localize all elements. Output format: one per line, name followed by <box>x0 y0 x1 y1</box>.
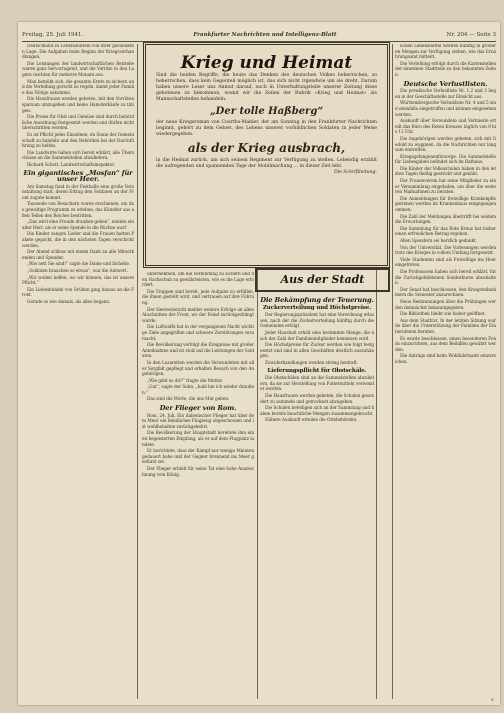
box-middle-text: der neue Kriegsroman von Courths-Mahler, der am Sonntag in den Frankfurter Nachrichten beginnt, gehört zu dem Gebiet, des Lebens unserer vorbildlichen Soldaten in jeder Weise wiedergegeben. <box>156 120 377 137</box>
verlust-title: Deutsche Verlustlisten. <box>403 79 488 88</box>
page-corner-mark: K <box>491 697 494 702</box>
newspaper-page <box>18 22 500 705</box>
column-divider <box>392 44 393 699</box>
column-divider <box>137 44 138 699</box>
box-title: Krieg und Heimat <box>180 53 353 73</box>
box-intro: Sind die beiden Begriffe, die heute das Denken des deutschen Volkes beherrschen, so beherrschen, dass kein Gegenteil möglich ist, das sich nicht irgendwie um sie dreht. Darum haben unsere Leser uns Anmut darauf, auch in Unterhaltungsteile unserer Zeitung diese gebotenen zu bekommen, womit wir die Zeilen der Rubrik «Krieg und Heimat» als Mannschaftsteilen behandeln. <box>156 73 377 102</box>
flieger-title: Der Flieger von Rom. <box>159 404 237 413</box>
box-subtitle-novel: „Der tolle Haßberg“ <box>209 106 324 117</box>
middle-right-column: Die Bekämpfung der Teuerung. Zuckerverteilung und Höchstpreise. Der Regierungspräsident hat eine Verordnung erlassen, nach der die Zuckerverteilung künftig durch die Gemeinden erfolgt. Jeder Haushalt erhält eine bestimmte Menge, die nach der Zahl der Familienmitglieder bemessen wird. Die Höchstpreise für Zucker werden wie folgt festgesetzt und sind in allen Geschäften deutlich auszuhängen. Zuwiderhandlungen werden streng bestraft. Lieferungspflicht für Obstschäle. Die Obstschälen sind an die Sammelstellen abzuliefern, da sie zur Herstellung von Futtermitteln verwendet werden. Die Hausfrauen werden gebeten, die Schalen gesondert zu sammeln und getrocknet abzugeben. Die Schulen beteiligen sich an der Sammlung und haben bereits beachtliche Mengen zusammengebracht. Nähere Auskunft erteilen die Ortsbehörden. <box>260 296 374 424</box>
mosfan-title: Ein gigantisches „Mosfan“ für unser Heer. <box>23 169 133 184</box>
krieg-und-heimat-box <box>143 42 390 268</box>
aus-der-stadt-header: Aus der Stadt <box>255 268 390 292</box>
column-divider <box>257 270 258 699</box>
box-end-text: in die Heimat zurück, um sich seinem Regiment zur Verfügung zu stellen. Lebendig erzählt die aufregenden und spannenden Tage der Mobilmachung ... in dieser Zeit lebt. <box>156 158 377 169</box>
header-date: Freitag, 25. Juli 1941. <box>22 32 84 38</box>
middle-left-column: unternehmen, um die Verbindung zu sichern und den Nachschub zu gewährleisten, wie es die Lage erfordert. Die Truppen sind bereit, jede Aufgabe zu erfüllen, die ihnen gestellt wird, und vertrauen auf ihre Führung. Der Heeresbericht meldet weitere Erfolge an allen Abschnitten der Front, wo der Feind zurückgedrängt wurde. Die Luftwaffe hat in der vergangenen Nacht wichtige Ziele angegriffen und schwere Zerstörungen verursacht. Die Bevölkerung verfolgt die Ereignisse mit großer Anteilnahme und ist stolz auf die Leistungen der Soldaten. In den Lazaretten werden die Verwundeten mit aller Sorgfalt gepflegt und erhalten Besuch von den Angehörigen. „Wie geht es dir?“ fragte die Mutter. „Gut“, sagte der Sohn, „bald bin ich wieder draußen.“ Das sind die Worte, die uns Mut geben. Der Flieger von Rom. Rom, 24. Juli. Ein italienischer Flieger hat über dem Meer ein feindliches Flugzeug abgeschossen und ist wohlbehalten zurückgekehrt. Die Bevölkerung der Hauptstadt bereitete ihm einen begeisterten Empfang, als er auf dem Flugplatz landete. Er berichtete, dass der Kampf nur wenige Minuten gedauert habe und der Gegner brennend ins Meer gestürzt sei. Der Flieger erhielt für seine Tat eine hohe Auszeichnung vom König. <box>142 272 254 478</box>
column-divider <box>376 270 377 699</box>
box-subtitle-krieg: als der Krieg ausbrach, <box>187 141 346 155</box>
teuerung-title: Die Bekämpfung der Teuerung. <box>260 296 374 304</box>
lieferung-title: Lieferungspflicht für Obstschäle. <box>267 367 367 374</box>
teuerung-subtitle: Zuckerverteilung und Höchstpreise. <box>262 304 372 311</box>
right-column: lichen Lebensmittel werden künftig in größeren Mengen zur Verfügung stehen, wie das Ernährungsamt mitteilt. Die Verteilung erfolgt durch die Kartenstellen der einzelnen Stadtteile zu den bekannten Zeiten. Deutsche Verlustlisten. Die preußische Verlustliste Nr. 1,2 und 3 liegen in der Geschäftsstelle zur Einsicht aus. Württembergische Verlustliste Nr. 4 und 5 sind ebenfalls eingetroffen und können eingesehen werden. Auskunft über Verwundete und Vermisste erteilt das Büro des Roten Kreuzes täglich von 9 bis 12 Uhr. Die Angehörigen werden gebeten, sich mit Geduld zu wappnen, da die Nachrichten nur langsam eintreffen. Kriegsgefangenenfürsorge. Die Sammelstelle für Liebesgaben befindet sich im Rathaus. Die Kinder der Volksschulen haben in den letzten Tagen fleißig gestrickt und genäht. Der Frauenverein hat seine Mitglieder zu einer Versammlung eingeladen, um über die weiteren Maßnahmen zu beraten. Die Anmeldungen für freiwillige Krankenpflegerinnen werden im Krankenhaus entgegengenommen. Die Zahl der Meldungen übertrifft bei weitem die Erwartungen. Die Sammlung für das Rote Kreuz hat bisher einen erfreulichen Betrag ergeben. Allen Spendern sei herzlich gedankt. Von der Universität. Die Vorlesungen werden trotz des Krieges in vollem Umfang fortgesetzt. Viele Studenten sind als Freiwillige ins Heer eingetreten. Die Professoren haben sich bereit erklärt, für die Zurückgebliebenen Sonderkurse abzuhalten. Der Senat hat beschlossen, den Kriegsteilnehmern die Semester anzurechnen. Neue Bestimmungen über die Prüfungen werden demnächst bekanntgegeben. Die Bibliothek bleibt wie bisher geöffnet. Aus dem Stadtrat. In der letzten Sitzung wurde über die Unterstützung der Familien der Einberufenen beraten. Es wurde beschlossen, einen besonderen Fonds einzurichten, aus dem Beihilfen gewährt werden. Die Anträge sind beim Wohlfahrtsamt einzureichen. <box>395 44 496 365</box>
left-column: Deutschland zu Lebensmitteln von ihrer gesundeten Lage. Die Aufgaben beim Beginn der Kriegsverhandlungen. Die Leistungen der landwirtschaftlichen Betriebe waren ganz hervorragend, und die Vorräte in den Lagern reichten für mehrere Monate aus. Man bemüht sich, die gesamte Ernte zu sichern und die Verteilung gerecht zu regeln, damit jeder Familie das Nötige zukomme. Die Hausfrauen werden gebeten, mit den Vorräten sparsam umzugehen und keine Hamsterkäufe zu tätigen. Die Preise für Obst und Gemüse sind durch behördliche Anordnung festgesetzt worden und dürfen nicht überschritten werden. Es ist Pflicht jedes Einzelnen, im Sinne der Gemeinschaft zu handeln und den Behörden bei der Durchführung zu helfen. Die Landwirte haben sich bereit erklärt, alle Überschüsse an die Sammelstellen abzuliefern. Richard Schott, Landwirtschaftsinspektor. Ein gigantisches „Mosfan“ für unser Heer. Am Samstag fand in der Festhalle eine große Veranstaltung statt, deren Ertrag den Soldaten an der Front zugute kommt. Tausende von Besuchern waren erschienen, um das gewaltige Programm zu erleben, das Künstler aus allen Teilen des Reiches bestritten. „Das wird eine Freude draußen geben“, meinte ein alter Herr, als er seine Spende in die Büchse warf. Die Kinder sangen Lieder und die Frauen hatten Pakete gepackt, die in den nächsten Tagen verschickt werden. Der Abend schloss mit einem Dank an alle Mitwirkenden und Spender. „Wie nett Sie sind!“ sagte die Dame und lächelte. „Soldaten brauchen so etwas“, war die Antwort. „Wir wollen helfen, wo wir können, das ist unsere Pflicht.“ Ein Liebesbündel von Grüßen ging hinaus an die Front. Gerade so wie damals, als alles begann. <box>22 44 134 305</box>
page-header <box>22 30 496 40</box>
header-masthead: Frankfurter Nachrichten und Intelligenz-Blatt <box>193 32 337 38</box>
box-signature: Die Schriftleitung. <box>333 170 377 175</box>
header-page-number: Nr. 204 — Seite 3 <box>446 32 496 38</box>
